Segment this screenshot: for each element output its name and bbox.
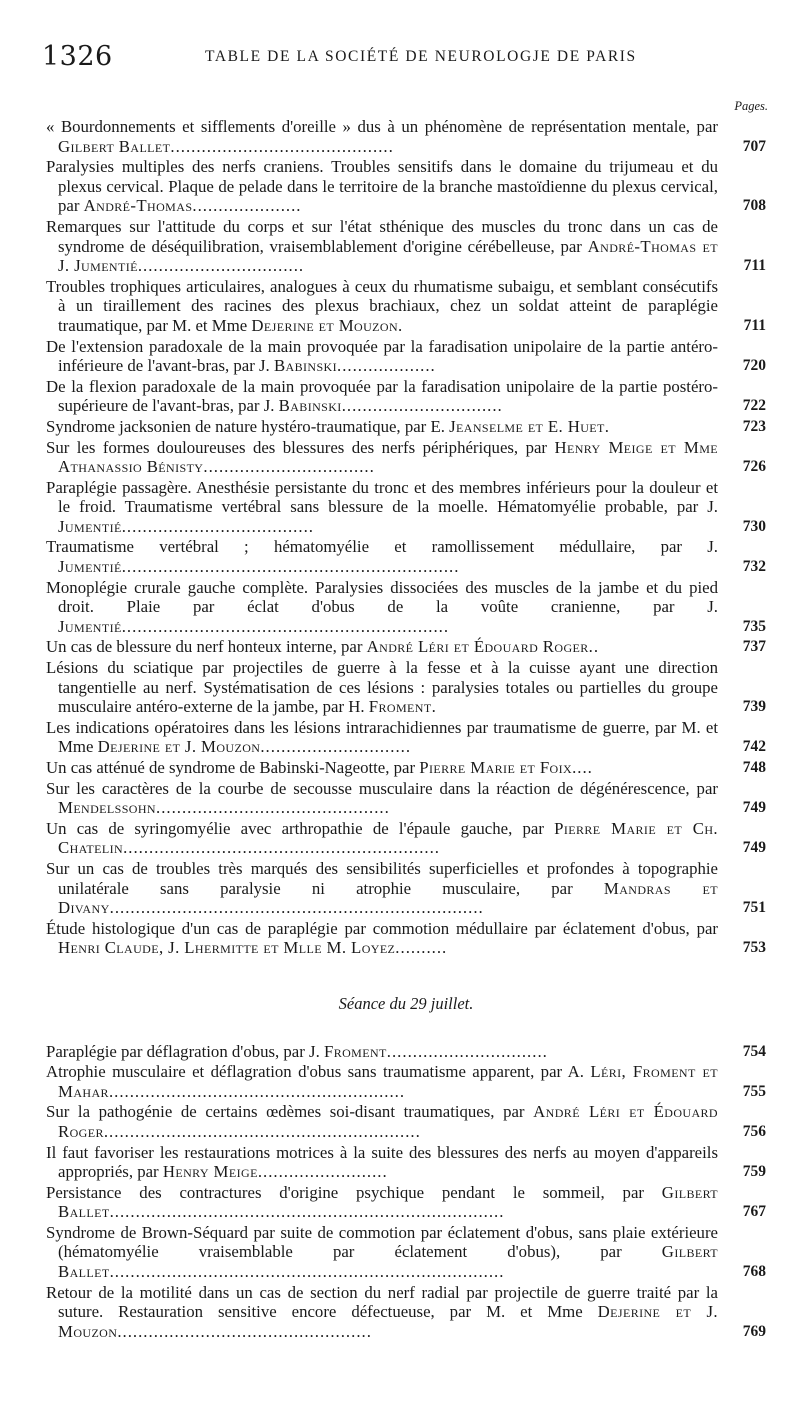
running-head: TABLE DE LA SOCIÉTÉ DE NEUROLOGJE DE PARIS (205, 48, 637, 65)
leader-dots: ............................. (260, 737, 412, 757)
entry-page-number: 767 (742, 1203, 766, 1221)
entry-authors: Jumentié (58, 557, 122, 577)
entry-page-number: 768 (742, 1263, 766, 1281)
entry-page-number: 707 (742, 137, 766, 155)
entry-list-session (46, 1042, 766, 1342)
entry-title: Sur les caractères de la courbe de secousse musculaire dans la réaction de dégénérescence, par (46, 778, 718, 798)
entry-authors: Froment (368, 697, 432, 717)
pages-column-label: Pages. (734, 99, 768, 113)
toc-entry (46, 1143, 766, 1182)
entry-text (46, 637, 718, 657)
entry-page-number: 755 (742, 1082, 766, 1100)
toc-entry (46, 859, 766, 918)
toc-entry (46, 478, 766, 537)
entry-title: De l'extension paradoxale de la main provoquée par la faradisation unipolaire de la partie antéro-inférieure de l'avant-bras, par J. (46, 336, 718, 376)
toc-entry (46, 1223, 766, 1282)
entry-authors: André Léri et Édouard Roger (366, 637, 589, 657)
leader-dots: ............................................................................ (109, 1262, 505, 1282)
entry-text (46, 537, 718, 576)
entry-authors: Henry Meige et Mme Athanassio Bénisty (58, 437, 718, 477)
entry-text (46, 337, 718, 376)
toc-entry (46, 1042, 766, 1062)
toc-entry (46, 217, 766, 276)
leader-dots: ............................................. (156, 798, 390, 818)
toc-entry (46, 1062, 766, 1101)
entry-text (46, 1062, 718, 1101)
entry-authors: Dejerine et J. Mouzon (58, 1302, 719, 1341)
leader-dots: .. (588, 637, 600, 657)
entry-page-number: 748 (742, 759, 766, 776)
toc-entry (46, 658, 766, 717)
entry-title: Traumatisme vertébral ; hématomyélie et ramollissement médullaire, par J. (46, 537, 718, 557)
toc-entry (46, 337, 766, 376)
entry-title: Un cas de syringomyélie avec arthropathie de l'épaule gauche, par (46, 818, 555, 838)
entry-title: Il faut favoriser les restaurations motrices à la suite des blessures des nerfs au moyen d'appareils appropriés, par (46, 1142, 718, 1182)
entry-authors: Babinski (273, 356, 338, 376)
leader-dots: ........................................................................ (109, 898, 484, 918)
entry-authors: Pierre Marie et Foix (419, 758, 573, 777)
leader-dots: ................... (337, 356, 436, 376)
entry-authors: André-Thomas (83, 196, 193, 216)
entry-text (46, 438, 718, 477)
leader-dots: ......................... (257, 1162, 388, 1182)
entry-title: Troubles trophiques articulaires, analogues à ceux du rhumatisme subaigu, et semblant consécutifs à un tiraillement des racines des plexus brachiaux, chez un soldat atteint de paraplégie traumatique, par M. et Mme (46, 276, 718, 335)
entry-page-number: 769 (742, 1322, 766, 1340)
entry-title: Étude histologique d'un cas de paraplégie par commotion médullaire par éclatement d'obus, par (46, 918, 718, 938)
entry-page-number: 756 (742, 1122, 766, 1140)
toc-entry (46, 718, 766, 757)
entry-title: Sur la pathogénie de certains œdèmes soi-disant traumatiques, par (46, 1102, 534, 1122)
toc-entry (46, 157, 766, 216)
entry-page-number: 749 (742, 839, 766, 857)
toc-entry (46, 779, 766, 818)
entry-page-number: 711 (743, 257, 766, 275)
entry-page-number: 753 (742, 939, 766, 957)
entry-page-number: 726 (742, 458, 766, 476)
entry-page-number: 751 (742, 899, 766, 917)
entry-page-number: 749 (742, 799, 766, 817)
entry-title: Les indications opératoires dans les lésions intrarachidiennes par traumatisme de guerre, par M. et Mme (46, 717, 718, 757)
leader-dots: ............................................................................ (109, 1202, 505, 1222)
leader-dots: ................................ (137, 256, 305, 276)
toc-entry (46, 819, 766, 858)
entry-title: Lésions du sciatique par projectiles de guerre à la fesse et à la cuisse ayant une direction tangentielle au nerf. Systématisation de ces lésions : paralysies totales ou partielles du groupe musculaire antéro-externe de la jambe, par H. (46, 658, 718, 717)
leader-dots: ............................... (341, 396, 503, 416)
leader-dots: ................................. (203, 457, 375, 477)
leader-dots: ................................................................. (121, 557, 460, 577)
entry-page-number: 730 (742, 517, 766, 535)
entry-page-number: 735 (742, 617, 766, 635)
entry-text (46, 718, 718, 757)
entry-authors: Pierre Marie et Ch. Chatelin (58, 818, 718, 858)
entry-text (46, 779, 718, 818)
entry-text (46, 658, 718, 717)
entry-page-number: 742 (742, 738, 766, 756)
leader-dots: ............................... (386, 1041, 548, 1061)
toc-entry (46, 417, 766, 437)
entry-authors: Gilbert Ballet (58, 136, 171, 156)
toc-entry (46, 637, 766, 657)
entry-text (46, 377, 718, 416)
entry-text (46, 859, 718, 918)
entry-text (46, 1143, 718, 1182)
entry-title: Atrophie musculaire et déflagration d'obus sans traumatisme apparent, par A. (46, 1062, 591, 1082)
leader-dots: .......... (395, 938, 448, 958)
table-of-contents (46, 117, 766, 1342)
entry-authors: Henri Claude, J. Lhermitte et Mlle M. Loyez (58, 938, 396, 958)
toc-entry (46, 1183, 766, 1222)
toc-entry (46, 1283, 766, 1342)
entry-page-number: 739 (742, 698, 766, 716)
leader-dots: ............................................................. (123, 838, 440, 858)
toc-entry (46, 438, 766, 477)
entry-text (46, 758, 718, 778)
entry-authors: Dejerine et J. Mouzon (97, 737, 261, 757)
entry-title: Remarques sur l'attitude du corps et sur l'état sthénique des muscles du tronc dans un cas de syndrome de déséquilibration, vraisemblablement d'origine cérébelleuse, par (46, 216, 718, 256)
entry-authors: Jeanselme et E. Huet (449, 416, 605, 436)
toc-entry (46, 1102, 766, 1141)
entry-title: Syndrome de Brown-Séquard par suite de commotion par éclatement d'obus, sans plaie extérieure (hématomyélie vraisemblable par éclatement d'obus), par (46, 1222, 718, 1262)
entry-text (46, 157, 718, 216)
entry-text (46, 117, 718, 156)
entry-page-number: 723 (742, 417, 766, 435)
entry-title: Monoplégie crurale gauche complète. Paralysies dissociées des muscles de la jambe et du pied droit. Plaie par éclat d'obus de la voûte cranienne, par J. (46, 577, 718, 617)
leader-dots: ............................................................. (103, 1121, 421, 1141)
toc-entry (46, 919, 766, 958)
entry-title: Paraplégie par déflagration d'obus, par J. (46, 1041, 324, 1061)
entry-text (46, 417, 718, 437)
entry-text (46, 1183, 718, 1222)
entry-authors: Froment (323, 1041, 387, 1061)
entry-authors: Jumentié (58, 616, 122, 636)
entry-title: Syndrome jacksonien de nature hystéro-traumatique, par E. (46, 416, 450, 436)
entry-authors: Babinski (278, 396, 342, 416)
entry-page-number: 759 (742, 1163, 766, 1181)
page-number: 1326 (42, 41, 113, 72)
entry-text (46, 919, 718, 958)
entry-page-number: 754 (742, 1042, 766, 1060)
entry-title: Sur les formes douloureuses des blessures des nerfs périphériques, par (46, 437, 555, 457)
entry-title: Paralysies multiples des nerfs craniens. Troubles sensitifs dans le domaine du trijumeau et du plexus cervical. Plaque de pelade dans le territoire de la branche mastoïdienne du plexus cervical, par (46, 157, 718, 216)
entry-title: Un cas atténué de syndrome de Babinski-Nageotte, par (46, 758, 420, 777)
entry-page-number: 711 (743, 316, 766, 334)
toc-entry (46, 537, 766, 576)
entry-page-number: 708 (742, 197, 766, 215)
entry-title: Un cas de blessure du nerf honteux interne, par (46, 637, 367, 657)
leader-dots: ................................................. (117, 1321, 372, 1341)
entry-authors: Gilbert Ballet (58, 1242, 718, 1282)
entry-page-number: 732 (742, 558, 766, 576)
leader-dots: ............................................................... (121, 616, 450, 636)
entry-page-number: 722 (742, 397, 766, 415)
entry-title: Persistance des contractures d'origine psychique pendant le sommeil, par (46, 1182, 662, 1202)
entry-title: Paraplégie passagère. Anesthésie persistante du tronc et des membres inférieurs pour la douleur et le froid. Traumatisme vertébral sans blessure de la moelle. Hématomyélie probable, par J. (46, 477, 718, 517)
entry-authors: André-Thomas et J. Jumentié (58, 236, 718, 276)
entry-authors: André Léri et Édouard Roger (58, 1102, 718, 1141)
leader-dots: .... (572, 758, 593, 777)
toc-entry (46, 578, 766, 637)
toc-entry (46, 758, 766, 778)
entry-text (46, 578, 718, 637)
entry-text (46, 1223, 718, 1282)
leader-dots: . (431, 697, 437, 717)
entry-text (46, 277, 718, 336)
entry-text (46, 1042, 718, 1062)
entry-authors: Mandras et Divany (58, 878, 718, 918)
entry-authors: Mendelssohn (58, 798, 156, 818)
leader-dots: ......................................................... (108, 1081, 406, 1101)
leader-dots: . (398, 315, 404, 335)
entry-authors: Gilbert Ballet (58, 1182, 718, 1222)
entry-text (46, 819, 718, 858)
toc-entry (46, 277, 766, 336)
entry-authors: Dejerine et Mouzon (251, 315, 399, 335)
entry-list (46, 117, 766, 958)
entry-text (46, 1283, 718, 1342)
session-heading: Séance du 29 juillet. (338, 993, 474, 1013)
entry-text (46, 478, 718, 537)
leader-dots: ..................... (192, 196, 302, 216)
entry-page-number: 720 (742, 357, 766, 375)
entry-page-number: 737 (742, 638, 766, 656)
leader-dots: ........................................... (170, 136, 394, 156)
entry-authors: Léri, Froment et Mahar (58, 1062, 718, 1101)
entry-text (46, 217, 718, 276)
toc-entry (46, 377, 766, 416)
entry-title: De la flexion paradoxale de la main provoquée par la faradisation unipolaire de la partie postéro-supérieure de l'avant-bras, par J. (46, 376, 718, 416)
entry-title: « Bourdonnements et sifflements d'oreille » dus à un phénomène de représentation mentale, par (46, 117, 718, 136)
entry-title: Retour de la motilité dans un cas de section du nerf radial par projectile de guerre traité par la suture. Restauration sensitive encore défectueuse, par M. et Mme (46, 1282, 718, 1322)
leader-dots: ..................................... (121, 516, 314, 536)
entry-text (46, 1102, 718, 1141)
entry-authors: Henry Meige (162, 1162, 258, 1182)
entry-title: Sur un cas de troubles très marqués des sensibilités superficielles et profondes à topographie unilatérale sans paralysie ni atrophie musculaire, par (46, 858, 718, 898)
leader-dots: . (604, 416, 610, 436)
toc-entry (46, 117, 766, 156)
entry-authors: Jumentié (58, 516, 122, 536)
